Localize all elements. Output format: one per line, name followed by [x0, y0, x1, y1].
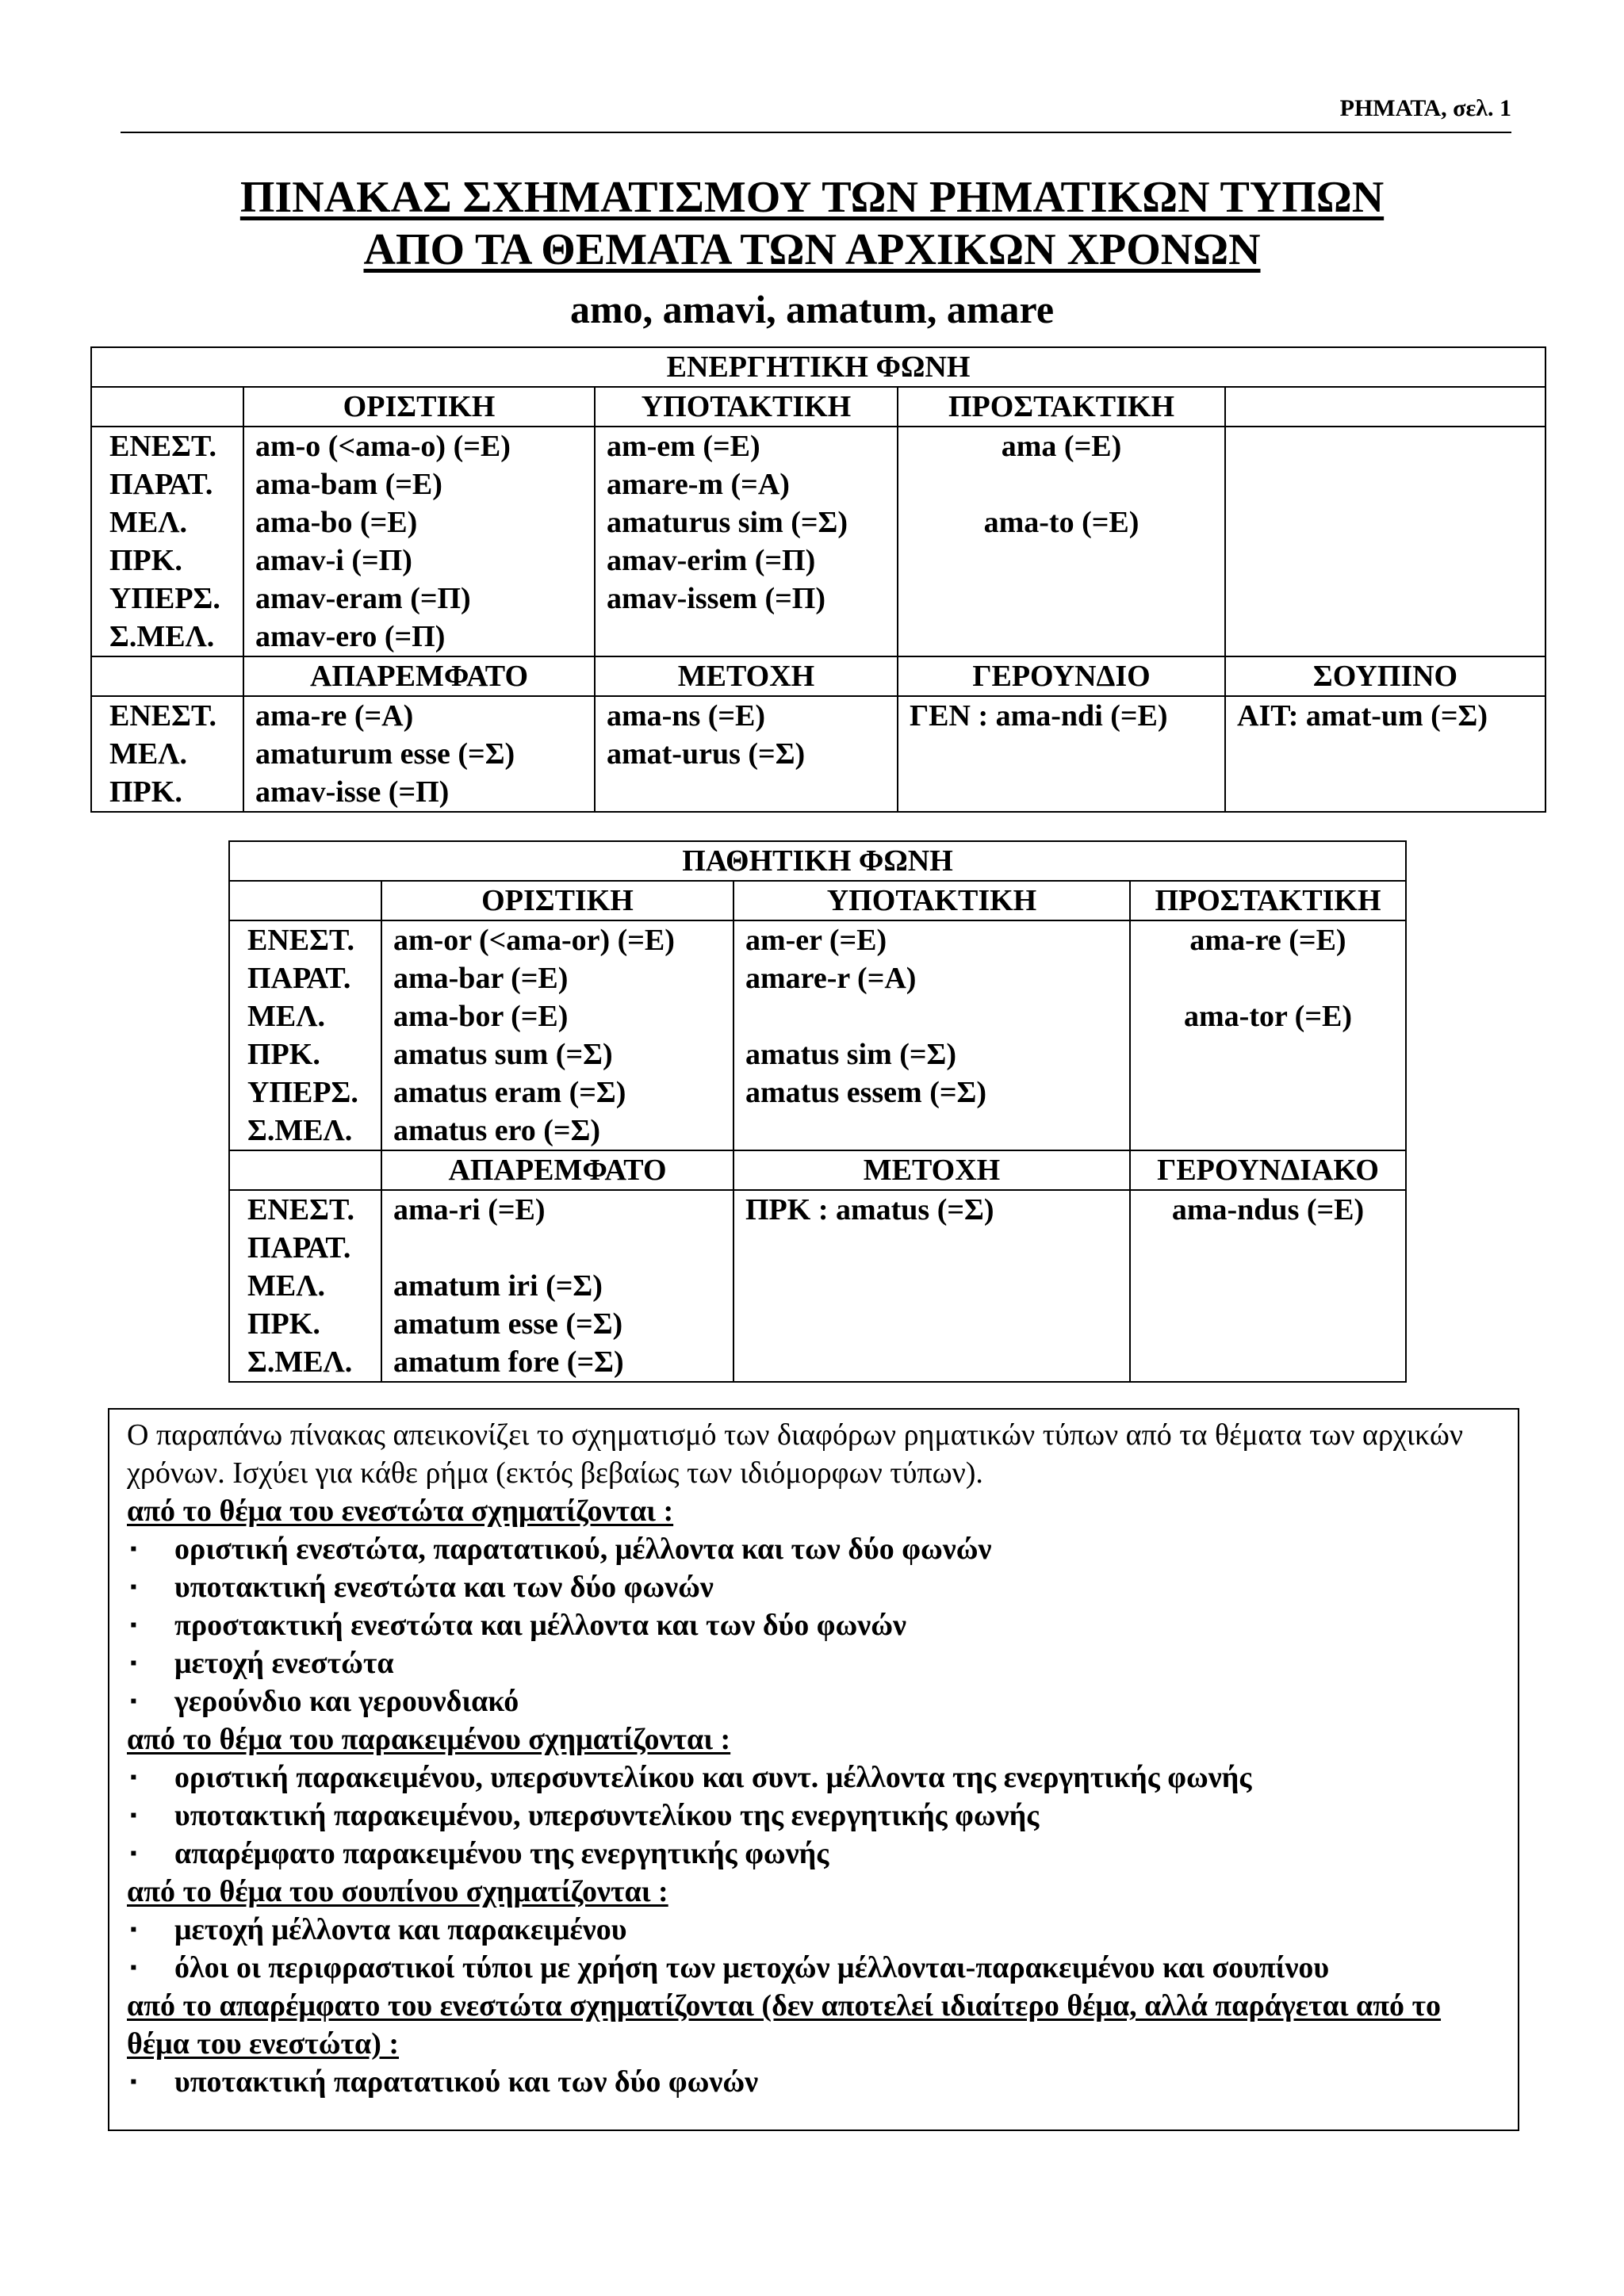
tense-label: ΕΝΕΣΤ.: [109, 430, 217, 463]
square-bullet-icon: ▪: [130, 1767, 137, 1788]
passive-voice-table: [228, 840, 1407, 1383]
verb-form: amav-i (=Π): [255, 544, 412, 577]
table-row: [229, 881, 1406, 920]
page-title-line-1: ΠΙΝΑΚΑΣ ΣΧΗΜΑΤΙΣΜΟΥ ΤΩΝ ΡΗΜΑΤΙΚΩΝ ΤΥΠΩΝ: [239, 173, 1385, 222]
tense-label: ΠΡΚ.: [247, 1038, 320, 1071]
table-row: [91, 387, 1545, 427]
list-item: [127, 1758, 1500, 1797]
tense-label: ΠΡΚ.: [109, 775, 182, 809]
verb-form: am-o (<ama-o) (=Ε): [255, 430, 511, 463]
page-title-line-2: ΑΠΟ ΤΑ ΘΕΜΑΤΑ ΤΩΝ ΑΡΧΙΚΩΝ ΧΡΟΝΩΝ: [363, 225, 1261, 274]
list-item: [127, 1682, 1500, 1720]
verb-form: amare-r (=Α): [745, 962, 917, 995]
verb-form: [910, 465, 1213, 503]
list-item: [127, 2063, 1500, 2101]
empty-cell: [229, 1150, 381, 1190]
column-header: ΥΠΟΤΑΚΤΙΚΗ: [595, 387, 898, 427]
list-item: [127, 1797, 1500, 1835]
empty-cell: [1225, 427, 1545, 656]
list-item: [127, 1644, 1500, 1682]
section-heading: από το θέμα του παρακειμένου σχηματίζονται :: [127, 1723, 731, 1756]
gerundive-cell: ama-ndus (=Ε): [1130, 1190, 1406, 1382]
column-header: ΠΡΟΣΤΑΚΤΙΚΗ: [898, 387, 1225, 427]
verb-form: [1142, 959, 1394, 997]
tense-label: Σ.ΜΕΛ.: [109, 620, 215, 653]
verb-form: amatus eram (=Σ): [393, 1076, 626, 1109]
list-item: [127, 1530, 1500, 1568]
tense-label: ΠΑΡΑΤ.: [247, 962, 351, 995]
column-header: ΜΕΤΟΧΗ: [595, 656, 898, 696]
table-row: [91, 347, 1545, 387]
verb-form: amatus essem (=Σ): [745, 1076, 986, 1109]
tense-labels: [91, 696, 243, 812]
list-item-text: απαρέμφατο παρακειμένου της ενεργητικής φωνής: [174, 1837, 829, 1870]
infinitive-cell: [381, 1190, 733, 1382]
tense-label: ΕΝΕΣΤ.: [247, 924, 355, 957]
voice-title: ΕΝΕΡΓΗΤΙΚΗ ΦΩΝΗ: [91, 347, 1545, 387]
verb-form: amatus sim (=Σ): [745, 1038, 957, 1071]
tense-label: ΠΑΡΑΤ.: [109, 468, 213, 501]
tense-label: ΥΠΕΡΣ.: [109, 582, 220, 615]
gerund-cell: ΓΕΝ : ama-ndi (=Ε): [898, 696, 1225, 812]
verb-form: ama-tor (=Ε): [1184, 1000, 1352, 1033]
indicative-cell: [243, 427, 595, 656]
column-header: ΥΠΟΤΑΚΤΙΚΗ: [733, 881, 1130, 920]
verb-form: amav-eram (=Π): [255, 582, 471, 615]
verb-form: ama-bar (=Ε): [393, 962, 569, 995]
list-item-text: όλοι οι περιφραστικοί τύποι με χρήση των μετοχών μέλλονται-παρακειμένου και σουπίνου: [174, 1951, 1330, 1984]
tense-label: ΠΡΚ.: [109, 544, 182, 577]
column-header: ΓΕΡΟΥΝΔΙΟ: [898, 656, 1225, 696]
empty-cell: [1225, 387, 1545, 427]
participle-cell: ΠΡΚ : amatus (=Σ): [733, 1190, 1130, 1382]
list-item-text: μετοχή ενεστώτα: [174, 1647, 394, 1680]
page-header: ΡΗΜΑΤΑ, σελ. 1: [1339, 95, 1511, 121]
verb-form: ama-bor (=Ε): [393, 1000, 569, 1033]
list-item-text: προστακτική ενεστώτα και μέλλοντα και των δύο φωνών: [174, 1609, 906, 1642]
verb-form: [393, 1229, 722, 1267]
active-voice-table: [90, 346, 1546, 813]
table-row: [229, 1190, 1406, 1382]
imperative-cell: [898, 427, 1225, 656]
list-item: [127, 1568, 1500, 1606]
verb-form: ama-re (=Ε): [1189, 924, 1346, 957]
tense-label: ΜΕΛ.: [109, 737, 187, 771]
page-subtitle: amo, amavi, amatum, amare: [569, 287, 1055, 331]
indicative-cell: [381, 920, 733, 1150]
verb-form: ama-bo (=Ε): [255, 506, 418, 539]
tense-label: ΕΝΕΣΤ.: [109, 699, 217, 733]
verb-form: amaturum esse (=Σ): [255, 737, 515, 771]
table-row: [91, 656, 1545, 696]
column-header: ΑΠΑΡΕΜΦΑΤΟ: [381, 1150, 733, 1190]
column-header: ΟΡΙΣΤΙΚΗ: [381, 881, 733, 920]
list-item: [127, 1911, 1500, 1949]
empty-cell: [229, 881, 381, 920]
square-bullet-icon: ▪: [130, 1843, 137, 1864]
tense-label: Σ.ΜΕΛ.: [247, 1114, 353, 1147]
verb-form: amatum fore (=Σ): [393, 1345, 624, 1379]
tense-label: Σ.ΜΕΛ.: [247, 1345, 353, 1379]
verb-form: ama-ns (=Ε): [607, 699, 766, 733]
verb-form: amare-m (=Α): [607, 468, 790, 501]
list-item-text: οριστική ενεστώτα, παρατατικού, μέλλοντα και των δύο φωνών: [174, 1533, 992, 1566]
verb-form: amav-issem (=Π): [607, 582, 825, 615]
tense-labels: [229, 1190, 381, 1382]
imperative-cell: [1130, 920, 1406, 1150]
verb-form: am-em (=Ε): [607, 430, 760, 463]
notes-intro: Ο παραπάνω πίνακας απεικονίζει το σχηματισμό των διαφόρων ρηματικών τύπων από τα θέματα των αρχικών χρόνων. Ισχύει για κάθε ρήμα (εκτός βεβαίως των ιδιόμορφων τύπων).: [127, 1418, 1464, 1490]
list-item: [127, 1606, 1500, 1644]
verb-form: [745, 997, 1118, 1035]
supine-cell: ΑΙΤ: amat-um (=Σ): [1225, 696, 1545, 812]
square-bullet-icon: ▪: [130, 1653, 137, 1674]
square-bullet-icon: ▪: [130, 1539, 137, 1559]
table-row: [91, 696, 1545, 812]
header-divider: [121, 132, 1511, 133]
tense-label: ΥΠΕΡΣ.: [247, 1076, 358, 1109]
square-bullet-icon: ▪: [130, 1957, 137, 1978]
list-item-text: οριστική παρακειμένου, υπερσυντελίκου και συντ. μέλλοντα της ενεργητικής φωνής: [174, 1761, 1252, 1794]
subjunctive-cell: [733, 920, 1130, 1150]
list-item-text: γερούνδιο και γερουνδιακό: [174, 1685, 519, 1718]
verb-form: amatum iri (=Σ): [393, 1269, 603, 1303]
list-item-text: υποτακτική παρακειμένου, υπερσυντελίκου της ενεργητικής φωνής: [174, 1799, 1040, 1832]
notes-box: [108, 1408, 1519, 2131]
list-item-text: μετοχή μέλλοντα και παρακειμένου: [174, 1913, 627, 1946]
verb-form: amatum esse (=Σ): [393, 1307, 623, 1341]
list-item: [127, 1949, 1500, 1987]
square-bullet-icon: ▪: [130, 1577, 137, 1598]
verb-form: ama (=Ε): [1001, 430, 1122, 463]
verb-form: amatus ero (=Σ): [393, 1114, 601, 1147]
verb-form: amat-urus (=Σ): [607, 737, 806, 771]
column-header: ΣΟΥΠΙΝΟ: [1225, 656, 1545, 696]
tense-label: ΜΕΛ.: [109, 506, 187, 539]
square-bullet-icon: ▪: [130, 1805, 137, 1826]
empty-cell: [91, 656, 243, 696]
tense-label: ΜΕΛ.: [247, 1000, 325, 1033]
column-header: ΑΠΑΡΕΜΦΑΤΟ: [243, 656, 595, 696]
verb-form: amaturus sim (=Σ): [607, 506, 848, 539]
list-item-text: υποτακτική ενεστώτα και των δύο φωνών: [174, 1571, 714, 1604]
title-block: [0, 171, 1624, 339]
empty-cell: [91, 387, 243, 427]
column-header: ΠΡΟΣΤΑΚΤΙΚΗ: [1130, 881, 1406, 920]
verb-form: amatus sum (=Σ): [393, 1038, 613, 1071]
table-row: [229, 841, 1406, 881]
column-header: ΓΕΡΟΥΝΔΙΑΚΟ: [1130, 1150, 1406, 1190]
voice-title: ΠΑΘΗΤΙΚΗ ΦΩΝΗ: [229, 841, 1406, 881]
verb-form: am-er (=Ε): [745, 924, 887, 957]
tense-label: ΠΑΡΑΤ.: [247, 1231, 351, 1265]
section-heading: από το θέμα του σουπίνου σχηματίζονται :: [127, 1875, 668, 1908]
column-header: ΜΕΤΟΧΗ: [733, 1150, 1130, 1190]
square-bullet-icon: ▪: [130, 2072, 137, 2092]
tense-labels: [91, 427, 243, 656]
verb-form: amav-erim (=Π): [607, 544, 816, 577]
tense-labels: [229, 920, 381, 1150]
verb-form: amav-ero (=Π): [255, 620, 446, 653]
verb-form: ama-ri (=Ε): [393, 1193, 546, 1226]
verb-form: ama-re (=Α): [255, 699, 414, 733]
column-header: ΟΡΙΣΤΙΚΗ: [243, 387, 595, 427]
table-row: [229, 1150, 1406, 1190]
section-heading: από το θέμα του ενεστώτα σχηματίζονται :: [127, 1494, 674, 1528]
participle-cell: [595, 696, 898, 812]
verb-form: amav-isse (=Π): [255, 775, 450, 809]
tense-label: ΜΕΛ.: [247, 1269, 325, 1303]
verb-form: ama-to (=Ε): [983, 506, 1139, 539]
table-row: [91, 427, 1545, 656]
table-row: [229, 920, 1406, 1150]
tense-label: ΕΝΕΣΤ.: [247, 1193, 355, 1226]
verb-form: ama-bam (=Ε): [255, 468, 442, 501]
square-bullet-icon: ▪: [130, 1691, 137, 1712]
tense-label: ΠΡΚ.: [247, 1307, 320, 1341]
list-item-text: υποτακτική παρατατικού και των δύο φωνών: [174, 2065, 759, 2099]
verb-form: am-or (<ama-or) (=Ε): [393, 924, 675, 957]
square-bullet-icon: ▪: [130, 1615, 137, 1636]
subjunctive-cell: [595, 427, 898, 656]
square-bullet-icon: ▪: [130, 1919, 137, 1940]
infinitive-cell: [243, 696, 595, 812]
section-heading: από το απαρέμφατο του ενεστώτα σχηματίζονται (δεν αποτελεί ιδιαίτερο θέμα, αλλά παράγεται από το θέμα του ενεστώτα) :: [127, 1989, 1442, 2061]
list-item: [127, 1835, 1500, 1873]
